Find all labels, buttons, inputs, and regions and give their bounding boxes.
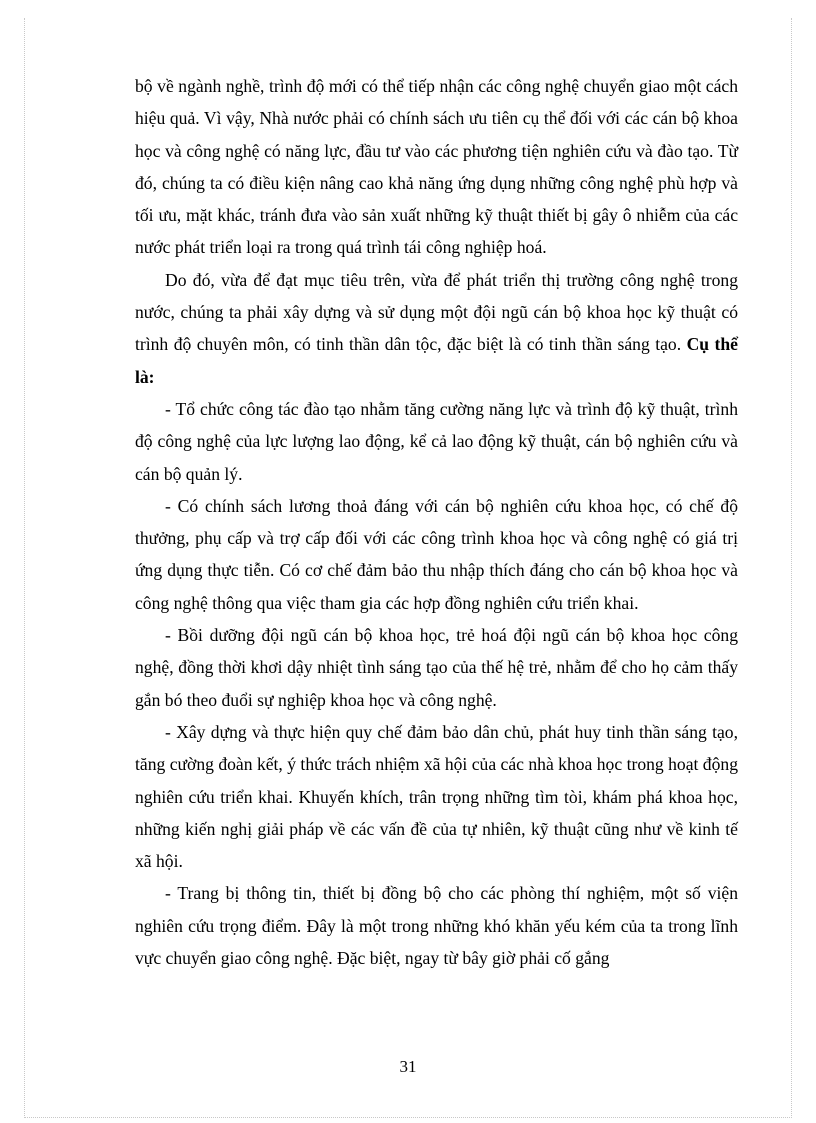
paragraph-7: - Trang bị thông tin, thiết bị đồng bộ cho các phòng thí nghiệm, một số viện nghiên cứu trọng điểm. Đây là một trong những khó khăn yếu kém của ta trong lĩnh vực chuyển giao công nghệ. Đặc biệt, ngay từ bây giờ phải cố gắng — [135, 883, 738, 969]
paragraph-2 — [135, 264, 738, 393]
bold-heading: Cụ thể là: — [135, 334, 738, 387]
paragraph-5: - Bồi dưỡng đội ngũ cán bộ khoa học, trẻ hoá đội ngũ cán bộ khoa học công nghệ, đồng thời khơi dậy nhiệt tình sáng tạo của thế hệ trẻ, nhằm để cho họ cảm thấy gắn bó theo đuổi sự nghiệp khoa học và công nghệ. — [135, 625, 738, 710]
paragraph-2-text: Do đó, vừa để đạt mục tiêu trên, vừa để phát triển thị trường công nghệ trong nước, chúng ta phải xây dựng và sử dụng một đội ngũ cán bộ khoa học kỹ thuật có trình độ chuyên môn, có tinh thần dân tộc, đặc biệt là có tinh thần sáng tạo. — [135, 269, 738, 355]
paragraph-3: - Tổ chức công tác đào tạo nhằm tăng cường năng lực và trình độ kỹ thuật, trình độ công nghệ của lực lượng lao động, kể cả lao động kỹ thuật, cán bộ nghiên cứu và cán bộ quản lý. — [135, 398, 738, 484]
paragraph-6: - Xây dựng và thực hiện quy chế đảm bảo dân chủ, phát huy tinh thần sáng tạo, tăng cường đoàn kết, ý thức trách nhiệm xã hội của các nhà khoa học trong hoạt động nghiên cứu triển khai. Khuyến khích, trân trọng những tìm tòi, khám phá khoa học, những kiến nghị giải pháp về các vấn đề của tự nhiên, kỹ thuật cũng như về kinh tế xã hội. — [135, 721, 738, 872]
paragraph-1: bộ về ngành nghề, trình độ mới có thể tiếp nhận các công nghệ chuyển giao một cách hiệu quả. Vì vậy, Nhà nước phải có chính sách ưu tiên cụ thể đối với các cán bộ khoa học và công nghệ có năng lực, đầu tư vào các phương tiện nghiên cứu và đào tạo. Từ đó, chúng ta có điều kiện nâng cao khả năng ứng dụng những công nghệ phù hợp và tối ưu, mặt khác, tránh đưa vào sản xuất những kỹ thuật thiết bị gây ô nhiễm của các nước phát triển loại ra trong quá trình tái công nghiệp hoá. — [135, 76, 738, 258]
paragraph-4: - Có chính sách lương thoả đáng với cán bộ nghiên cứu khoa học, có chế độ thưởng, phụ cấp và trợ cấp đối với các công trình khoa học và công nghệ có giá trị ứng dụng thực tiễn. Có cơ chế đảm bảo thu nhập thích đáng cho cán bộ khoa học và công nghệ thông qua việc tham gia các hợp đồng nghiên cứu triển khai. — [135, 495, 738, 613]
page-number: 31 — [399, 1057, 417, 1076]
body-text — [135, 70, 738, 974]
